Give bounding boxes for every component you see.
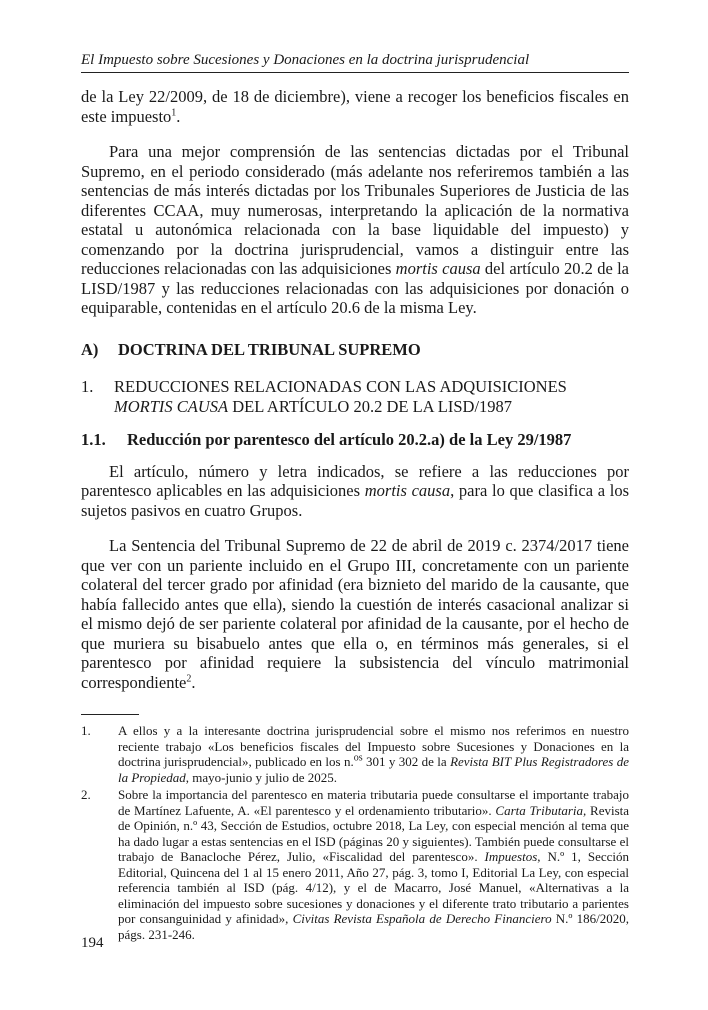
page [81, 0, 629, 944]
subsubsection-number: 1.1. [81, 430, 106, 449]
footnote-2-part: Sobre la importancia del parentesco en materia tributaria puede consultarse el importante trabajo de Martínez Lafuente, A. «El parentesco y el ordenamiento tributario». [118, 787, 629, 818]
footnote-divider [81, 714, 139, 715]
footnote-text [118, 787, 629, 942]
paragraph-3-emphasis: mortis causa [364, 481, 451, 500]
section-title: DOCTRINA DEL TRIBUNAL SUPREMO [118, 339, 421, 359]
paragraph-2-emphasis: mortis causa [395, 259, 481, 278]
footnote-number: 1. [81, 723, 91, 738]
body-text [81, 87, 629, 692]
subsection-title-rest: DEL ARTÍCULO 20.2 DE LA LISD/1987 [228, 396, 513, 416]
page-number: 194 [81, 935, 104, 951]
paragraph-3-end: , para lo que clasifica a los sujetos pasivos en cuatro Grupos. [81, 481, 630, 520]
footnote-2-journal: Carta Tributaria, [495, 802, 587, 818]
paragraph-4-text: La Sentencia del Tribunal Supremo de 22 de abril de 2019 c. 2374/2017 tiene que ver con un pariente incluido en el Grupo III, concretamente con un pariente colateral del tercer grado por afinidad (era biznieto del marido de la causante, que había fallecido antes que ella), siendo la cuestión de interés casacional analizar si el mismo dejó de ser pariente colateral por afinidad de la causante, por el hecho de que muriera su bisabuelo antes que ella o, en términos más generales, si el parentesco por afinidad requiere la subsistencia del vínculo matrimonial correspondiente [81, 536, 629, 692]
paragraph-4 [81, 536, 629, 692]
paragraph-4-end: . [191, 672, 196, 692]
paragraph-1 [81, 87, 629, 126]
paragraph-2-end: del artículo 20.2 de la LISD/1987 y las reducciones relacionadas con las adquisiciones por donación o equiparable, contenidas en el artículo 20.6 de la misma Ley. [81, 259, 629, 317]
section-heading-a [81, 340, 629, 360]
paragraph-2-text: Para una mejor comprensión de las sentencias dictadas por el Tribunal Supremo, en el periodo considerado (más adelante nos referiremos también a las sentencias de más interés dictadas por los Tribunales Superiores de Justicia de las diferentes CCAA, muy numerosas, interpretando la aplicación de la normativa estatal u autonómica relacionada con la base liquidable del impuesto) y comenzando por la doctrina jurisprudencial, vamos a distinguir entre las reducciones relacionadas con las adquisiciones [81, 142, 629, 278]
footnote-1-part: 301 y 302 de la [362, 754, 451, 769]
subsection-heading-1 [81, 377, 629, 416]
footnote-2-part: Revista de Opinión, n.º 43, Sección de Estudios, octubre 2018, La Ley, con especial mención al tema que ha dado lugar a estas sentencias en el ISD (páginas 20 y siguientes). También puede consultarse el trabajo de Banacloche Pérez, Julio, «Fiscalidad del parentesco». [118, 802, 630, 864]
paragraph-1-text: de la Ley 22/2009, de 18 de diciembre), viene a recoger los beneficios fiscales en este impuesto [81, 87, 629, 126]
footnote-1-part: A ellos y a la interesante doctrina jurisprudencial sobre el mismo nos referimos en nuestro reciente trabajo «Los beneficios fiscales del Impuesto sobre Sucesiones y Donaciones en la doctrina jurisprudencial», publicado en los n. [118, 723, 629, 769]
footnote-number: 2. [81, 787, 91, 802]
footnote-2-part: N.º 186/2020, págs. 231-246. [118, 911, 630, 942]
footnote-2 [81, 787, 629, 942]
paragraph-1-end: . [176, 106, 181, 126]
footnote-2-journal: Impuestos [484, 849, 538, 864]
paragraph-3-text: El artículo, número y letra indicados, se refiere a las reducciones por parentesco aplicables en las adquisiciones [81, 461, 629, 500]
footnote-2-part: , N.º 1, Sección Editorial, Quincena del 1 al 15 enero 2011, Año 27, pág. 3, tomo I, Editorial La Ley, con especial referencia también al ISD (pág. 4/12), y el de Macarro, José Manuel, «Alternativas a la eliminación del impuesto sobre sucesiones y donaciones y el diferente trato tributario a parientes por consanguinidad y afinidad», [118, 849, 629, 926]
footnote-2-journal: Civitas Revista Española de Derecho Financiero [292, 911, 552, 926]
paragraph-3 [81, 462, 629, 521]
running-header: El Impuesto sobre Sucesiones y Donaciones en la doctrina jurisprudencial [81, 51, 629, 73]
footnote-1-part: , mayo-junio y julio de 2025. [185, 769, 338, 785]
footnote-ref-1[interactable]: 1 [171, 107, 177, 118]
subsection-title-line-2 [114, 397, 512, 417]
paragraph-2 [81, 142, 629, 318]
footnote-ref-2[interactable]: 2 [186, 673, 192, 684]
subsubsection-title: Reducción por parentesco del artículo 20.2.a) de la Ley 29/1987 [127, 430, 572, 449]
subsection-number: 1. [81, 377, 94, 396]
subsection-heading-1-1 [81, 430, 629, 450]
footnote-text [118, 723, 629, 785]
footnote-1-sup: os [353, 752, 363, 764]
footnotes [81, 723, 629, 942]
section-number: A) [81, 339, 99, 359]
subsection-title-emphasis: MORTIS CAUSA [114, 396, 229, 416]
footnote-1 [81, 723, 629, 785]
subsection-title-line-1: REDUCCIONES RELACIONADAS CON LAS ADQUISICIONES [114, 377, 567, 396]
footnote-1-journal: Revista BIT Plus Registradores de la Propiedad [118, 754, 629, 785]
